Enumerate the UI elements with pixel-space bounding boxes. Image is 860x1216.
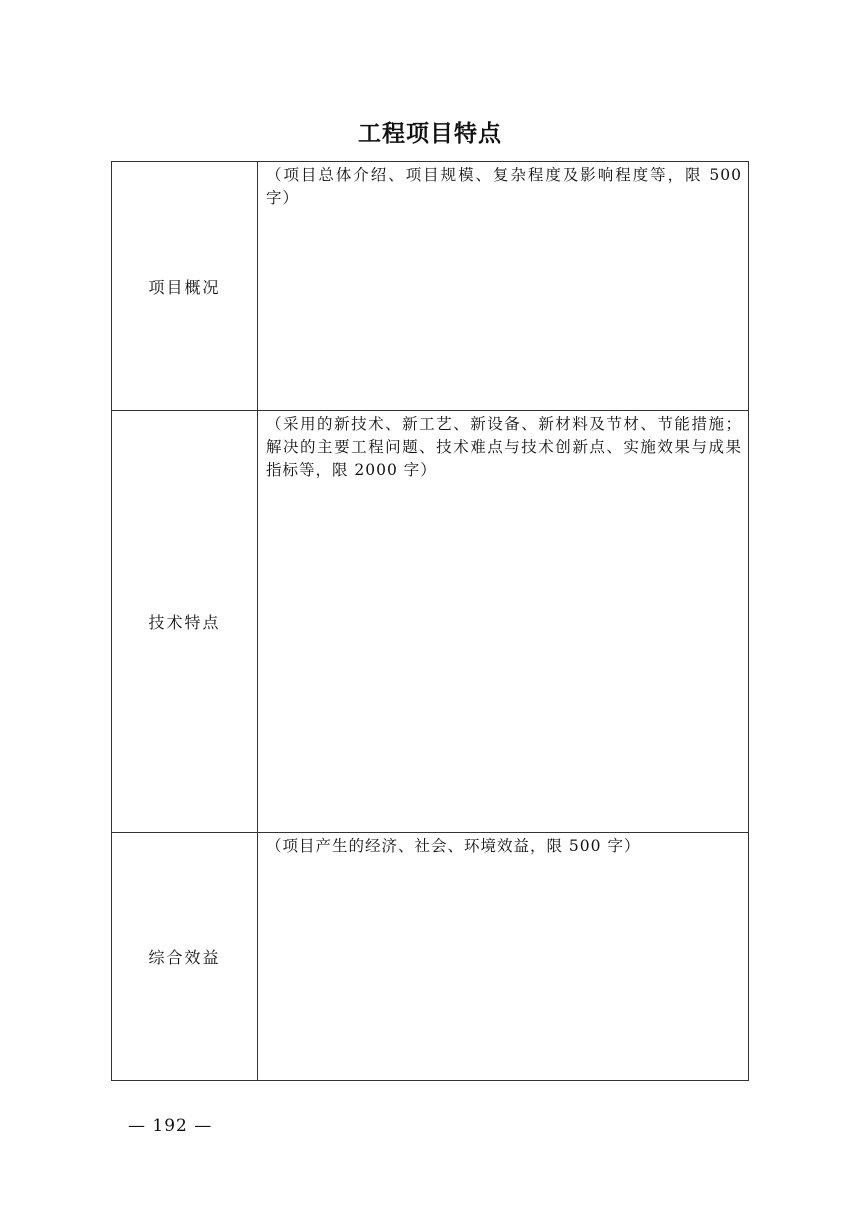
row-label-technical-features: 技术特点: [112, 411, 258, 833]
table-row-technical-features: [112, 411, 749, 833]
page-title: 工程项目特点: [358, 121, 502, 147]
page-number: — 192 —: [128, 1116, 213, 1136]
content-field-technical-features[interactable]: （采用的新技术、新工艺、新设备、新材料及节材、节能措施；解决的主要工程问题、技术难点与技术创新点、实施效果与成果指标等，限 2000 字）: [258, 411, 749, 833]
content-field-comprehensive-benefits[interactable]: （项目产生的经济、社会、环境效益，限 500 字）: [258, 833, 749, 1081]
table-row-comprehensive-benefits: [112, 833, 749, 1081]
row-label-project-overview: 项目概况: [112, 162, 258, 411]
project-features-table: [111, 161, 749, 1081]
table-row-project-overview: [112, 162, 749, 411]
content-field-project-overview[interactable]: （项目总体介绍、项目规模、复杂程度及影响程度等，限 500 字）: [258, 162, 749, 411]
row-label-comprehensive-benefits: 综合效益: [112, 833, 258, 1081]
